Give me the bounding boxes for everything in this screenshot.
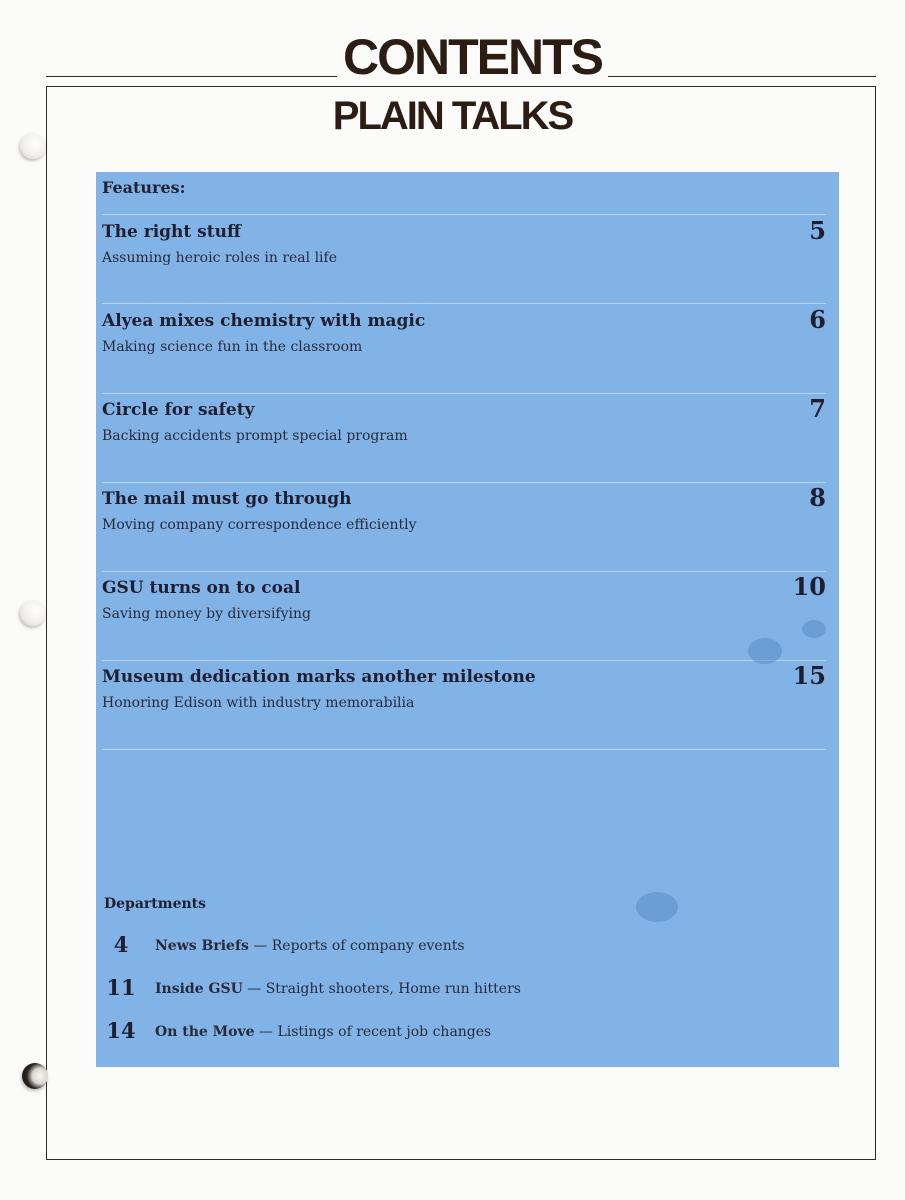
department-description: Listings of recent job changes bbox=[277, 1024, 492, 1040]
contents-panel bbox=[96, 172, 839, 1067]
departments-heading: Departments bbox=[104, 896, 206, 912]
binder-hole-top bbox=[20, 133, 46, 159]
feature-separator bbox=[102, 303, 826, 304]
feature-page-number: 6 bbox=[809, 305, 826, 334]
department-name: News Briefs bbox=[155, 938, 249, 954]
department-page-number: 14 bbox=[106, 1018, 136, 1043]
feature-subtitle: Assuming heroic roles in real life bbox=[102, 250, 338, 266]
department-description: Reports of company events bbox=[271, 938, 465, 954]
department-name: Inside GSU bbox=[155, 981, 243, 997]
feature-title: The mail must go through bbox=[102, 489, 352, 509]
feature-separator bbox=[102, 571, 826, 572]
department-item[interactable] bbox=[104, 975, 664, 1007]
feature-subtitle: Making science fun in the classroom bbox=[102, 339, 363, 355]
department-name: On the Move bbox=[155, 1024, 255, 1040]
feature-page-number: 15 bbox=[792, 661, 826, 690]
feature-separator bbox=[102, 214, 826, 215]
water-stain bbox=[802, 620, 826, 638]
department-entry bbox=[155, 1024, 491, 1040]
department-page-number: 4 bbox=[113, 932, 129, 957]
department-page-number: 11 bbox=[106, 975, 136, 1000]
feature-title: Museum dedication marks another milestone bbox=[102, 667, 536, 687]
feature-page-number: 8 bbox=[809, 483, 826, 512]
feature-subtitle: Backing accidents prompt special program bbox=[102, 428, 408, 444]
department-dash: — bbox=[247, 981, 262, 997]
features-heading: Features: bbox=[102, 178, 186, 197]
department-entry bbox=[155, 938, 465, 954]
contents-title: CONTENTS bbox=[337, 32, 608, 82]
feature-title: Circle for safety bbox=[102, 400, 255, 420]
feature-page-number: 10 bbox=[792, 572, 826, 601]
feature-page-number: 7 bbox=[809, 394, 826, 423]
feature-separator bbox=[102, 749, 826, 750]
department-item[interactable] bbox=[104, 932, 664, 964]
department-description: Straight shooters, Home run hitters bbox=[265, 981, 521, 997]
feature-subtitle: Honoring Edison with industry memorabilia bbox=[102, 695, 415, 711]
water-stain bbox=[636, 892, 678, 922]
feature-title: GSU turns on to coal bbox=[102, 578, 301, 598]
feature-subtitle: Saving money by diversifying bbox=[102, 606, 311, 622]
department-dash: — bbox=[253, 938, 268, 954]
department-dash: — bbox=[259, 1024, 274, 1040]
feature-separator bbox=[102, 660, 826, 661]
feature-title: Alyea mixes chemistry with magic bbox=[102, 311, 426, 331]
feature-separator bbox=[102, 482, 826, 483]
feature-subtitle: Moving company correspondence efficiently bbox=[102, 517, 417, 533]
department-entry bbox=[155, 981, 521, 997]
feature-title: The right stuff bbox=[102, 222, 241, 242]
department-item[interactable] bbox=[104, 1018, 664, 1050]
feature-page-number: 5 bbox=[809, 216, 826, 245]
binder-hole-middle bbox=[20, 600, 46, 626]
binder-hole-bottom bbox=[22, 1063, 48, 1089]
feature-separator bbox=[102, 393, 826, 394]
water-stain bbox=[748, 638, 782, 664]
publication-title: PLAIN TALKS bbox=[332, 94, 573, 138]
